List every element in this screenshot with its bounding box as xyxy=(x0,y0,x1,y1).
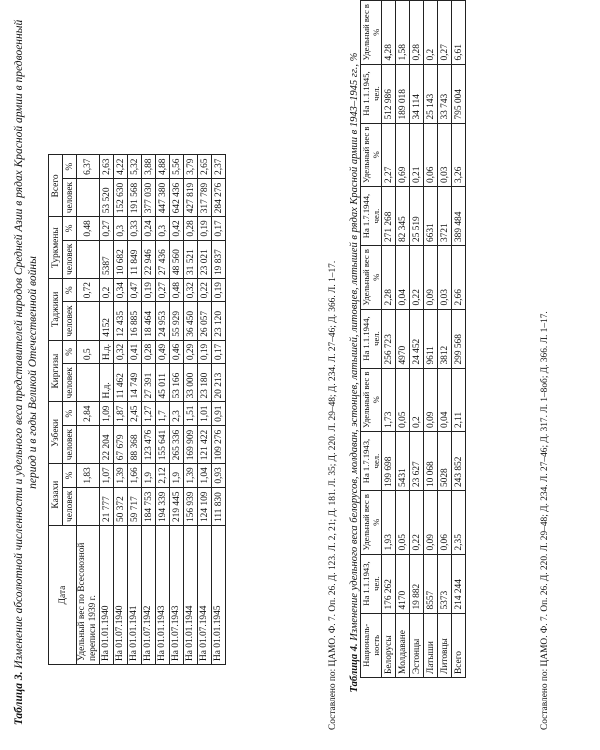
table3-cell: 377 030 xyxy=(142,178,156,216)
table3-cell: 1,9 xyxy=(170,464,184,487)
table4-header-cell: Националь-ность xyxy=(361,613,382,677)
table3-cell: 0,32 xyxy=(114,340,128,363)
table3-cell: 1,39 xyxy=(114,464,128,487)
table3-row-label: На 01.01.1940 xyxy=(100,526,114,665)
table3-cell: 1,51 xyxy=(184,402,198,425)
table4-cell: 25 143 xyxy=(424,64,438,123)
table3-cell: 109 276 xyxy=(212,425,226,463)
table4-cell: 0,04 xyxy=(396,246,410,309)
table3-subheader-pct: % xyxy=(63,402,77,425)
table4-cell: 3812 xyxy=(438,309,452,368)
table3-cell: 152 630 xyxy=(114,178,128,216)
table3-cell: 284 276 xyxy=(212,178,226,216)
table4-row xyxy=(452,1,466,678)
table4-row-label: Белорусы xyxy=(382,613,396,677)
table3-cell: 1,7 xyxy=(156,402,170,425)
table3-cell: 45 011 xyxy=(156,364,170,402)
table4-cell: 5028 xyxy=(438,432,452,491)
table4-cell: 0,28 xyxy=(410,1,424,65)
table3-cell: 48 560 xyxy=(170,240,184,278)
table4-cell: 2,35 xyxy=(452,491,466,554)
table3-row xyxy=(128,155,142,665)
table3-cell: 2,37 xyxy=(212,155,226,178)
table4-cell: 0,2 xyxy=(424,1,438,65)
table3-cell: 0,5 xyxy=(77,340,100,363)
table3-cell: 0,93 xyxy=(212,464,226,487)
table3-cell: 1,9 xyxy=(142,464,156,487)
table3-cell: 3,79 xyxy=(184,155,198,178)
table3 xyxy=(48,155,226,666)
table4-cell: 0,22 xyxy=(410,491,424,554)
table4-cell: 0,09 xyxy=(424,368,438,431)
table4-row-label: Литовцы xyxy=(438,613,452,677)
table3-cell: 1,27 xyxy=(142,402,156,425)
table3-cell: 0,27 xyxy=(100,217,114,240)
table3-cell: 3,88 xyxy=(142,155,156,178)
table3-row-label: На 01.07.1943 xyxy=(170,526,184,665)
table3-cell: 4152 xyxy=(100,302,114,340)
table3-cell: 19 837 xyxy=(212,240,226,278)
table3-row xyxy=(184,155,198,665)
table4-cell: 24 452 xyxy=(410,309,424,368)
table3-cell: 18 464 xyxy=(142,302,156,340)
table3-subheader-people: человек xyxy=(63,425,77,463)
table3-cell: 12 435 xyxy=(114,302,128,340)
table3-cell: 20 213 xyxy=(212,364,226,402)
table3-cell: 0,28 xyxy=(184,217,198,240)
table4-cell: 3,26 xyxy=(452,123,466,186)
table3-cell: 67 679 xyxy=(114,425,128,463)
table4-cell: 0,03 xyxy=(438,123,452,186)
table4-cell: 25 519 xyxy=(410,187,424,246)
table3-cell: 169 909 xyxy=(184,425,198,463)
table3-cell: 53 520 xyxy=(100,178,114,216)
table3-row-label: На 01.07.1942 xyxy=(142,526,156,665)
table3-cell: 16 885 xyxy=(128,302,142,340)
table3-subheader-people: человек xyxy=(63,240,77,278)
table4-cell: 9611 xyxy=(424,309,438,368)
table3-cell: 36 450 xyxy=(184,302,198,340)
table4-row-label: Молдаване xyxy=(396,613,410,677)
table3-cell: 194 339 xyxy=(156,487,170,525)
table4-header-row xyxy=(361,1,382,678)
table4-header-cell: На 1.1.1945, чел. xyxy=(361,64,382,123)
table3-cell: 184 753 xyxy=(142,487,156,525)
table3-subheader-pct: % xyxy=(63,155,77,178)
table4-row xyxy=(410,1,424,678)
table3-group-header: Киргизы xyxy=(49,340,63,402)
table3-subheader-pct: % xyxy=(63,217,77,240)
table4-cell: 4170 xyxy=(396,554,410,613)
table3-row xyxy=(212,155,226,665)
table4-cell: 0,27 xyxy=(438,1,452,65)
table4-header-cell: Удельный вес в % xyxy=(361,491,382,554)
table4-cell: 795 004 xyxy=(452,64,466,123)
table4-cell: 512 986 xyxy=(382,64,396,123)
table3-row-label: На 01.01.1943 xyxy=(156,526,170,665)
table3-row xyxy=(100,155,114,665)
table3-cell: 11 462 xyxy=(114,364,128,402)
table3-cell: 2,12 xyxy=(156,464,170,487)
table3-cell: 2,84 xyxy=(77,402,100,425)
table4-cell: 0,05 xyxy=(396,491,410,554)
table3-row-label: На 01.01.1941 xyxy=(128,526,142,665)
table4-cell: 0,21 xyxy=(410,123,424,186)
table3-cell: 4,88 xyxy=(156,155,170,178)
table4-cell: 243 852 xyxy=(452,432,466,491)
table3-cell: 0,19 xyxy=(198,217,212,240)
table3-row-label: На 01.01.1945 xyxy=(212,526,226,665)
table4-header-cell: Удельный вес в % xyxy=(361,123,382,186)
table3-cell: 5387 xyxy=(100,240,114,278)
table4-cell: 256 723 xyxy=(382,309,396,368)
table3-cell: 219 445 xyxy=(170,487,184,525)
table3-cell: 53 166 xyxy=(170,364,184,402)
table4-header-cell: На 1.1.1944, чел. xyxy=(361,309,382,368)
table3-subheader-pct: % xyxy=(63,340,77,363)
table3-subheader-people: человек xyxy=(63,178,77,216)
table3-group-header: Всего xyxy=(49,155,63,217)
table3-row xyxy=(156,155,170,665)
table4-cell: 0,22 xyxy=(410,246,424,309)
table4-cell: 6631 xyxy=(424,187,438,246)
table3-caption-label: Таблица 3. xyxy=(13,671,25,726)
table3-cell: 0,22 xyxy=(198,279,212,302)
table4-cell: 0,03 xyxy=(438,246,452,309)
table4-cell: 0,05 xyxy=(396,368,410,431)
table4-header-cell: Удельный вес в % xyxy=(361,246,382,309)
table4-cell: 23 627 xyxy=(410,432,424,491)
table3-cell: Н.д. xyxy=(100,364,114,402)
table3-cell: 5,32 xyxy=(128,155,142,178)
table4-cell: 1,73 xyxy=(382,368,396,431)
table3-cell: 88 368 xyxy=(128,425,142,463)
table3-cell: 0,19 xyxy=(142,279,156,302)
table4-header-cell: Удельный вес в % xyxy=(361,1,382,65)
table4-cell: 299 568 xyxy=(452,309,466,368)
table3-cell: 1,66 xyxy=(128,464,142,487)
table3-cell: 55 929 xyxy=(170,302,184,340)
table3-cell: 155 641 xyxy=(156,425,170,463)
table3-cell: 447 380 xyxy=(156,178,170,216)
table4-cell: 389 484 xyxy=(452,187,466,246)
table3-cell xyxy=(77,302,100,340)
table4-row xyxy=(424,1,438,678)
table3-cell: 27 436 xyxy=(156,240,170,278)
table3-cell: 22 946 xyxy=(142,240,156,278)
table3-cell: 23 180 xyxy=(198,364,212,402)
table3-group-header: Таджики xyxy=(49,279,63,341)
table3-cell: 23 021 xyxy=(198,240,212,278)
table3-row xyxy=(114,155,128,665)
table3-cell xyxy=(77,425,100,463)
table3-cell: 2,65 xyxy=(198,155,212,178)
table3-cell: 5,56 xyxy=(170,155,184,178)
table3-cell: 0,34 xyxy=(114,279,128,302)
table4-cell: 6,61 xyxy=(452,1,466,65)
table3-cell: 31 521 xyxy=(184,240,198,278)
table3-cell: 0,32 xyxy=(184,279,198,302)
table4-cell: 2,66 xyxy=(452,246,466,309)
table4-cell: 0,06 xyxy=(438,491,452,554)
table3-cell: 0,27 xyxy=(156,279,170,302)
table3-cell: 0,19 xyxy=(212,279,226,302)
table3-cell: 0,42 xyxy=(170,217,184,240)
table3-cell: 0,49 xyxy=(156,340,170,363)
table3-cell: 59 717 xyxy=(128,487,142,525)
table3-subheader-people: человек xyxy=(63,364,77,402)
table3-cell: 21 777 xyxy=(100,487,114,525)
table3-cell: 317 789 xyxy=(198,178,212,216)
table3-cell: 265 336 xyxy=(170,425,184,463)
table3-cell: 0,3 xyxy=(156,217,170,240)
table3-cell: 121 422 xyxy=(198,425,212,463)
table3-cell: 1,39 xyxy=(184,464,198,487)
table3-cell: 1,07 xyxy=(100,464,114,487)
table3-group-header: Узбеки xyxy=(49,402,63,464)
table3-cell: 33 000 xyxy=(184,364,198,402)
table4-cell: 34 114 xyxy=(410,64,424,123)
table4-row xyxy=(382,1,396,678)
table3-cell: 0,19 xyxy=(198,340,212,363)
table4-cell: 19 882 xyxy=(410,554,424,613)
table3-cell: 0,33 xyxy=(128,217,142,240)
table3-cell: 0,41 xyxy=(128,340,142,363)
table3-cell: 0,17 xyxy=(212,217,226,240)
table4-cell: 1,58 xyxy=(396,1,410,65)
table4-cell: 0,09 xyxy=(424,246,438,309)
table3-cell: 0,2 xyxy=(100,279,114,302)
table3-group-header: Туркмены xyxy=(49,217,63,279)
table4-cell: 0,69 xyxy=(396,123,410,186)
table3-cell: 1,83 xyxy=(77,464,100,487)
table3-cell: 0,72 xyxy=(77,279,100,302)
table3-cell: 11 849 xyxy=(128,240,142,278)
table4 xyxy=(360,0,466,678)
table3-cell: Н.д. xyxy=(100,340,114,363)
table4-row-label: Латыши xyxy=(424,613,438,677)
table3-row xyxy=(170,155,184,665)
table4-row-label: Всего xyxy=(452,613,466,677)
table3-row-label: На 01.01.1944 xyxy=(184,526,198,665)
table4-source: Составлено по: ЦАМО. Ф. 7. Оп. 26. Д. 220. Л. 29–48; Д. 234. Л. 27–46; Д. 317. Л. 1–8об; Д. 366. Л. 1–17. xyxy=(540,311,550,730)
table4-cell: 2,28 xyxy=(382,246,396,309)
table3-cell: 6,37 xyxy=(77,155,100,178)
table3-cell: 0,91 xyxy=(212,402,226,425)
table3-row xyxy=(198,155,212,665)
table3-cell: 14 749 xyxy=(128,364,142,402)
table3-source: Составлено по: ЦАМО. Ф. 7. Оп. 26. Д. 123. Л. 2, 21; Д. 181. Л. 35; Д. 220. Л. 29–48; Д. 234. Л. 27–46; Д. 366. Л. 1–17. xyxy=(328,260,338,730)
table3-cell: 26 057 xyxy=(198,302,212,340)
table3-cell: 0,29 xyxy=(184,340,198,363)
table3-cell: 22 204 xyxy=(100,425,114,463)
table3-cell xyxy=(77,364,100,402)
table4-cell: 2,11 xyxy=(452,368,466,431)
table4-cell: 5373 xyxy=(438,554,452,613)
table3-cell xyxy=(77,487,100,525)
table4-cell: 189 018 xyxy=(396,64,410,123)
table3-subheader-pct: % xyxy=(63,464,77,487)
table3-cell: 1,01 xyxy=(198,402,212,425)
table3-cell: 2,63 xyxy=(100,155,114,178)
table3-cell: 0,47 xyxy=(128,279,142,302)
table4-cell: 0,09 xyxy=(424,491,438,554)
table3-subheader-people: человек xyxy=(63,487,77,525)
table3-cell: 1,87 xyxy=(114,402,128,425)
table4-cell: 82 345 xyxy=(396,187,410,246)
table4-cell: 4970 xyxy=(396,309,410,368)
table4-header-cell: Удельный вес в % xyxy=(361,368,382,431)
table4-header-cell: На 1.1.1943, чел. xyxy=(361,554,382,613)
table3-row-label: Удельный вес по Всесоюзной переписи 1939 г. xyxy=(77,526,100,665)
table3-row xyxy=(142,155,156,665)
table3-cell: 427 819 xyxy=(184,178,198,216)
table3-group-header: Казахи xyxy=(49,464,63,526)
table4-cell: 5431 xyxy=(396,432,410,491)
table4-cell: 0,2 xyxy=(410,368,424,431)
table3-cell: 191 568 xyxy=(128,178,142,216)
table3-cell: 23 120 xyxy=(212,302,226,340)
table3-date-header: Дата xyxy=(49,526,77,665)
table3-cell: 124 109 xyxy=(198,487,212,525)
table3-cell: 0,3 xyxy=(114,217,128,240)
table3-row-label: На 01.07.1944 xyxy=(198,526,212,665)
table3-cell: 50 372 xyxy=(114,487,128,525)
table4-cell: 2,27 xyxy=(382,123,396,186)
table4-row xyxy=(396,1,410,678)
table3-cell: 2,3 xyxy=(170,402,184,425)
table3-cell: 0,17 xyxy=(212,340,226,363)
table3-cell xyxy=(77,178,100,216)
table3-caption xyxy=(12,15,40,730)
table3-cell: 1,09 xyxy=(100,402,114,425)
table4-header-cell: На 1.7.1943, чел. xyxy=(361,432,382,491)
table3-cell: 10 682 xyxy=(114,240,128,278)
table4-cell: 176 262 xyxy=(382,554,396,613)
table4-caption-text: Изменение удельного веса белорусов, молдаван, эстонцев, латышей, литовцев, латышей в рядах Красной армии в 1943–1945 гг., % xyxy=(349,52,360,641)
table3-subheader-people: человек xyxy=(63,302,77,340)
table3-cell: 156 939 xyxy=(184,487,198,525)
table4-row-label: Эстонцы xyxy=(410,613,424,677)
table3-cell: 0,48 xyxy=(170,279,184,302)
table4-cell: 10 068 xyxy=(424,432,438,491)
table4-cell: 1,93 xyxy=(382,491,396,554)
table3-cell: 24 953 xyxy=(156,302,170,340)
table3-cell: 123 476 xyxy=(142,425,156,463)
table3-row xyxy=(77,155,100,665)
table3-cell: 0,24 xyxy=(142,217,156,240)
table3-cell: 1,04 xyxy=(198,464,212,487)
table4-row xyxy=(438,1,452,678)
table3-cell: 2,45 xyxy=(128,402,142,425)
table4-cell: 271 268 xyxy=(382,187,396,246)
table3-cell: 0,48 xyxy=(77,217,100,240)
table4-cell: 214 244 xyxy=(452,554,466,613)
table3-caption-text: Изменение абсолютной численности и удельного веса представителей народов Средней Азии в рядах Красной армии в предвоенный период и в годы Великой Отечественной войны xyxy=(13,19,39,669)
table3-subheader-pct: % xyxy=(63,279,77,302)
table3-row-label: На 01.07.1940 xyxy=(114,526,128,665)
table3-cell: 111 830 xyxy=(212,487,226,525)
table4-cell: 199 698 xyxy=(382,432,396,491)
table3-cell xyxy=(77,240,100,278)
table4-cell: 0,06 xyxy=(424,123,438,186)
table4-cell: 8557 xyxy=(424,554,438,613)
table3-cell: 27 391 xyxy=(142,364,156,402)
table4-cell: 0,04 xyxy=(438,368,452,431)
table4-cell: 33 743 xyxy=(438,64,452,123)
table4-cell: 3721 xyxy=(438,187,452,246)
table3-cell: 0,28 xyxy=(142,340,156,363)
table4-header-cell: На 1.7.1944, чел. xyxy=(361,187,382,246)
table3-cell: 4,22 xyxy=(114,155,128,178)
table4-cell: 4,28 xyxy=(382,1,396,65)
table3-cell: 0,46 xyxy=(170,340,184,363)
table4-caption-label: Таблица 4. xyxy=(349,643,360,693)
table3-cell: 642 436 xyxy=(170,178,184,216)
